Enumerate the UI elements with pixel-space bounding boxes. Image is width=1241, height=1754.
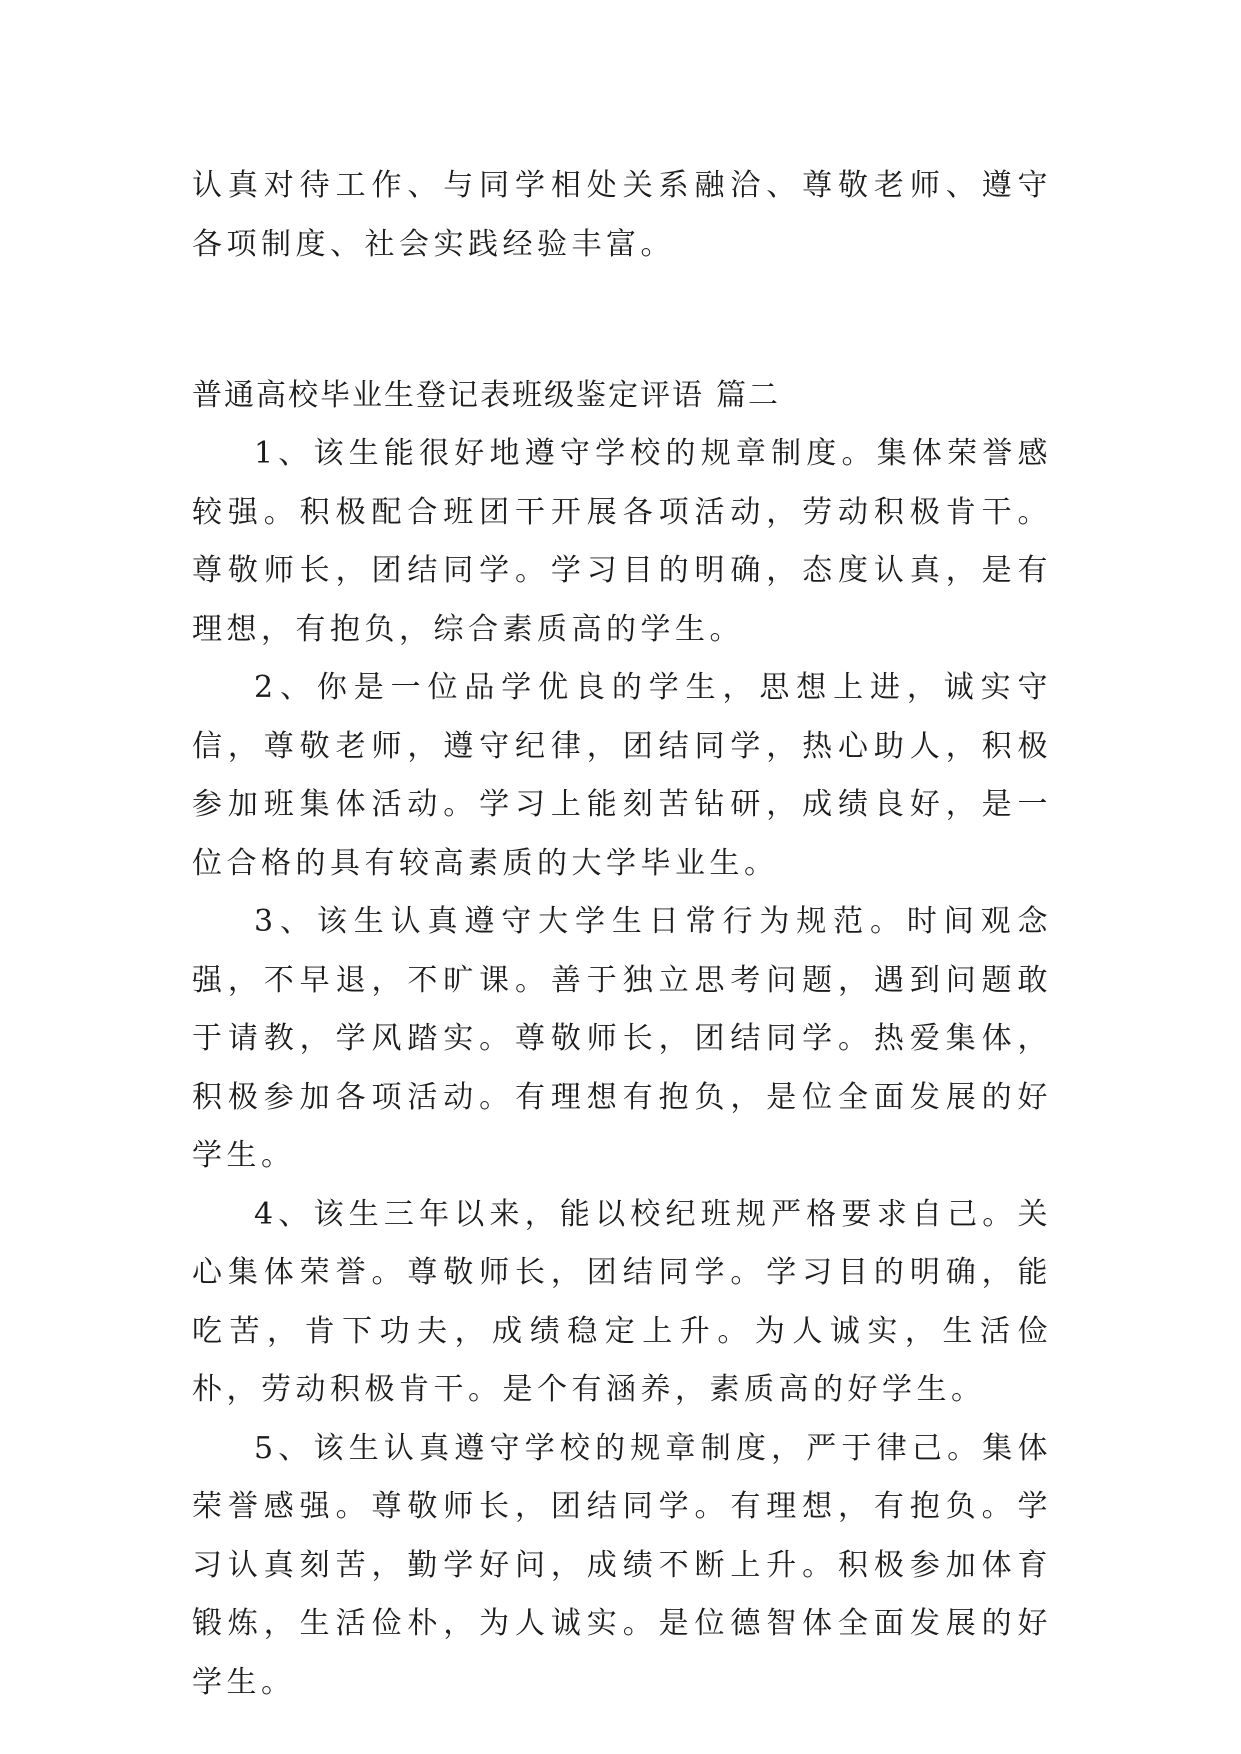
evaluation-item-4: 4、该生三年以来，能以校纪班规严格要求自己。关心集体荣誉。尊敬师长，团结同学。学习目的明确，能吃苦，肯下功夫，成绩稳定上升。为人诚实，生活俭朴，劳动积极肯干。是个有涵养，素质高的好学生。 — [192, 1196, 1052, 1407]
evaluation-item-3: 3、该生认真遵守大学生日常行为规范。时间观念强，不早退，不旷课。善于独立思考问题，遇到问题敢于请教，学风踏实。尊敬师长，团结同学。热爱集体，积极参加各项活动。有理想有抱负，是位全面发展的好学生。 — [192, 904, 1052, 1173]
evaluation-item-2: 2、你是一位品学优良的学生，思想上进，诚实守信，尊敬老师，遵守纪律，团结同学，热心助人，积极参加班集体活动。学习上能刻苦钻研，成绩良好，是一位合格的具有较高素质的大学毕业生。 — [192, 670, 1052, 881]
evaluation-item-5: 5、该生认真遵守学校的规章制度，严于律己。集体荣誉感强。尊敬师长，团结同学。有理想，有抱负。学习认真刻苦，勤学好问，成绩不断上升。积极参加体育锻炼，生活俭朴，为人诚实。是位德智体全面发展的好学生。 — [192, 1430, 1052, 1700]
section-title: 普通高校毕业生登记表班级鉴定评语 — [192, 378, 704, 413]
evaluation-item-1: 1、该生能很好地遵守学校的规章制度。集体荣誉感较强。积极配合班团干开展各项活动，劳动积极肯干。尊敬师长，团结同学。学习目的明确，态度认真，是有理想，有抱负，综合素质高的学生。 — [192, 436, 1052, 647]
section-heading — [192, 367, 1052, 425]
intro-paragraph: 认真对待工作、与同学相处关系融洽、尊敬老师、遵守各项制度、社会实践经验丰富。 — [192, 168, 1052, 262]
section-title-suffix: 篇二 — [716, 378, 780, 413]
document-body — [192, 157, 1052, 1712]
